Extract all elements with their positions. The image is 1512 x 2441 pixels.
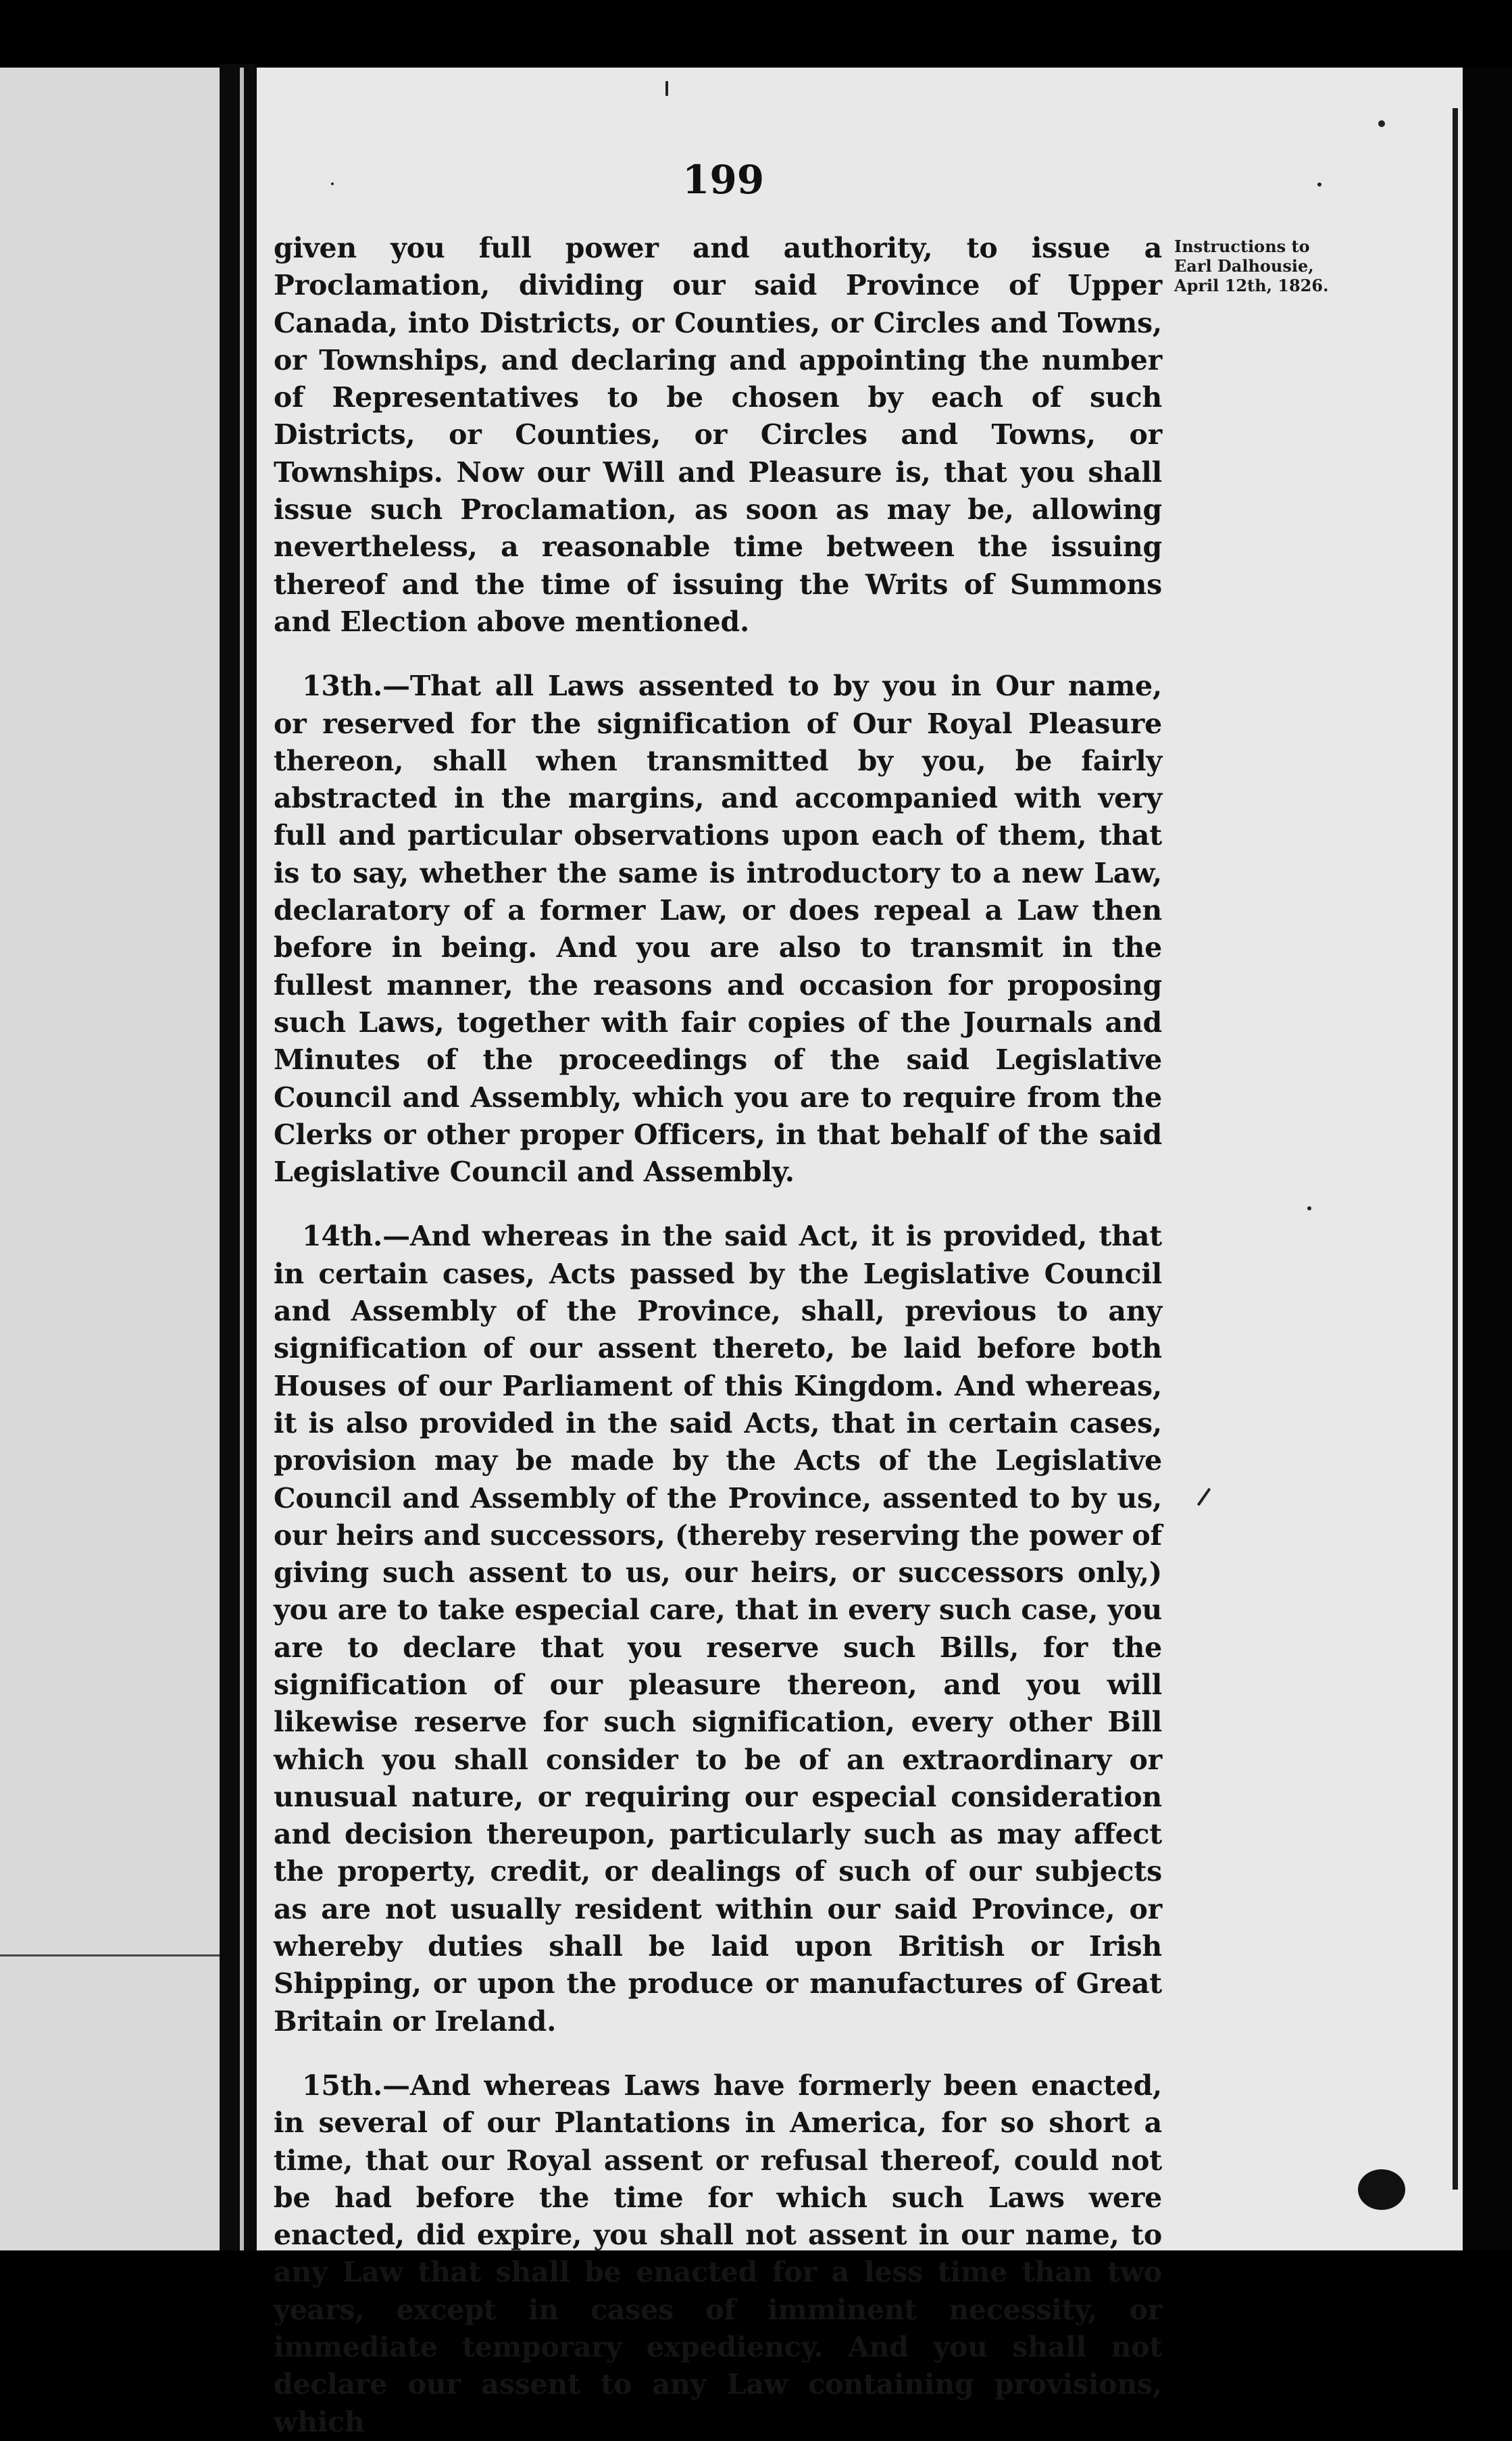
left-facing-page-edge (0, 68, 223, 2250)
scan-speck (1317, 182, 1321, 187)
body-text (274, 230, 1162, 2441)
paragraph-continuation: given you full power and authority, to issue a Proclamation, dividing our said Province of Upper Canada, into Districts, or Counties, or Circles and Towns, or Townships, and declaring and appointing the number of Representatives to be chosen by each of such Districts, or Counties, or Circles and Towns, or Townships. Now our Will and Pleasure is, that you shall issue such Proclamation, as soon as may be, allowing nevertheless, a reasonable time between the issuing thereof and the time of issuing the Writs of Summons and Election above mentioned. (274, 232, 1162, 638)
scan-smudge (1358, 2169, 1405, 2210)
scan-speck (1307, 1206, 1311, 1210)
scan-speck (331, 182, 334, 185)
scan-right-border (1463, 68, 1512, 2257)
gutter-highlight (240, 68, 244, 2250)
scan-speck (1378, 120, 1385, 127)
paragraph-13th: 13th.—That all Laws assented to by you in Our name, or reserved for the signification of Our Royal Pleasure thereon, shall when transmitted by you, be fairly abstracted in the margins, and accompanied with very full and particular observations upon each of them, that is to say, whether the same is introductory to a new Law, declaratory of a former Law, or does repeal a Law then before in being. And you are also to transmit in the fullest manner, the reasons and occasion for proposing such Laws, together with fair copies of the Journals and Minutes of the proceedings of the said Legislative Council and Assembly, which you are to require from the Clerks or other proper Officers, in that behalf of the said Legislative Council and Assembly. (274, 670, 1162, 1189)
margin-note-line: Earl Dalhousie, (1174, 256, 1314, 276)
book-gutter (220, 64, 257, 2257)
scan-speck (665, 81, 668, 96)
paragraph-15th: 15th.—And whereas Laws have formerly been enacted, in several of our Plantations in America, for so short a time, that our Royal assent or refusal thereof, could not be had before the time for which such Laws were enacted, did expire, you shall not assent in our name, to any Law that shall be enacted for a less time than two years, except in cases of imminent necessity, or immediate temporary expediency. And you shall not declare our assent to any Law containing provisions, which (274, 2069, 1162, 2438)
margin-note (1174, 237, 1336, 295)
page-number: 199 (682, 157, 765, 203)
margin-note-line: Instructions to (1174, 237, 1310, 256)
margin-note-line: April 12th, 1826. (1174, 276, 1329, 295)
page-right-edge (1453, 108, 1458, 2190)
paragraph-14th: 14th.—And whereas in the said Act, it is provided, that in certain cases, Acts passed by the Legislative Council and Assembly of the Province, shall, previous to any signification of our assent thereto, be laid before both Houses of our Parliament of this Kingdom. And whereas, it is also provided in the said Acts, that in certain cases, provision may be made by the Acts of the Legislative Council and Assembly of the Province, assented to by us, our heirs and successors, (thereby reserving the power of giving such assent to us, our heirs, or successors only,) you are to take especial care, that in every such case, you are to declare that you reserve such Bills, for the signification of our pleasure thereon, and you will likewise reserve for such signification, every other Bill which you shall consider to be of an extraordinary or unusual nature, or requiring our especial consideration and decision thereupon, particularly such as may affect the property, credit, or dealings of such of our subjects as are not usually resident within our said Province, or whereby duties shall be laid upon British or Irish Shipping, or upon the produce or manufactures of Great Britain or Ireland. (274, 1220, 1162, 2038)
